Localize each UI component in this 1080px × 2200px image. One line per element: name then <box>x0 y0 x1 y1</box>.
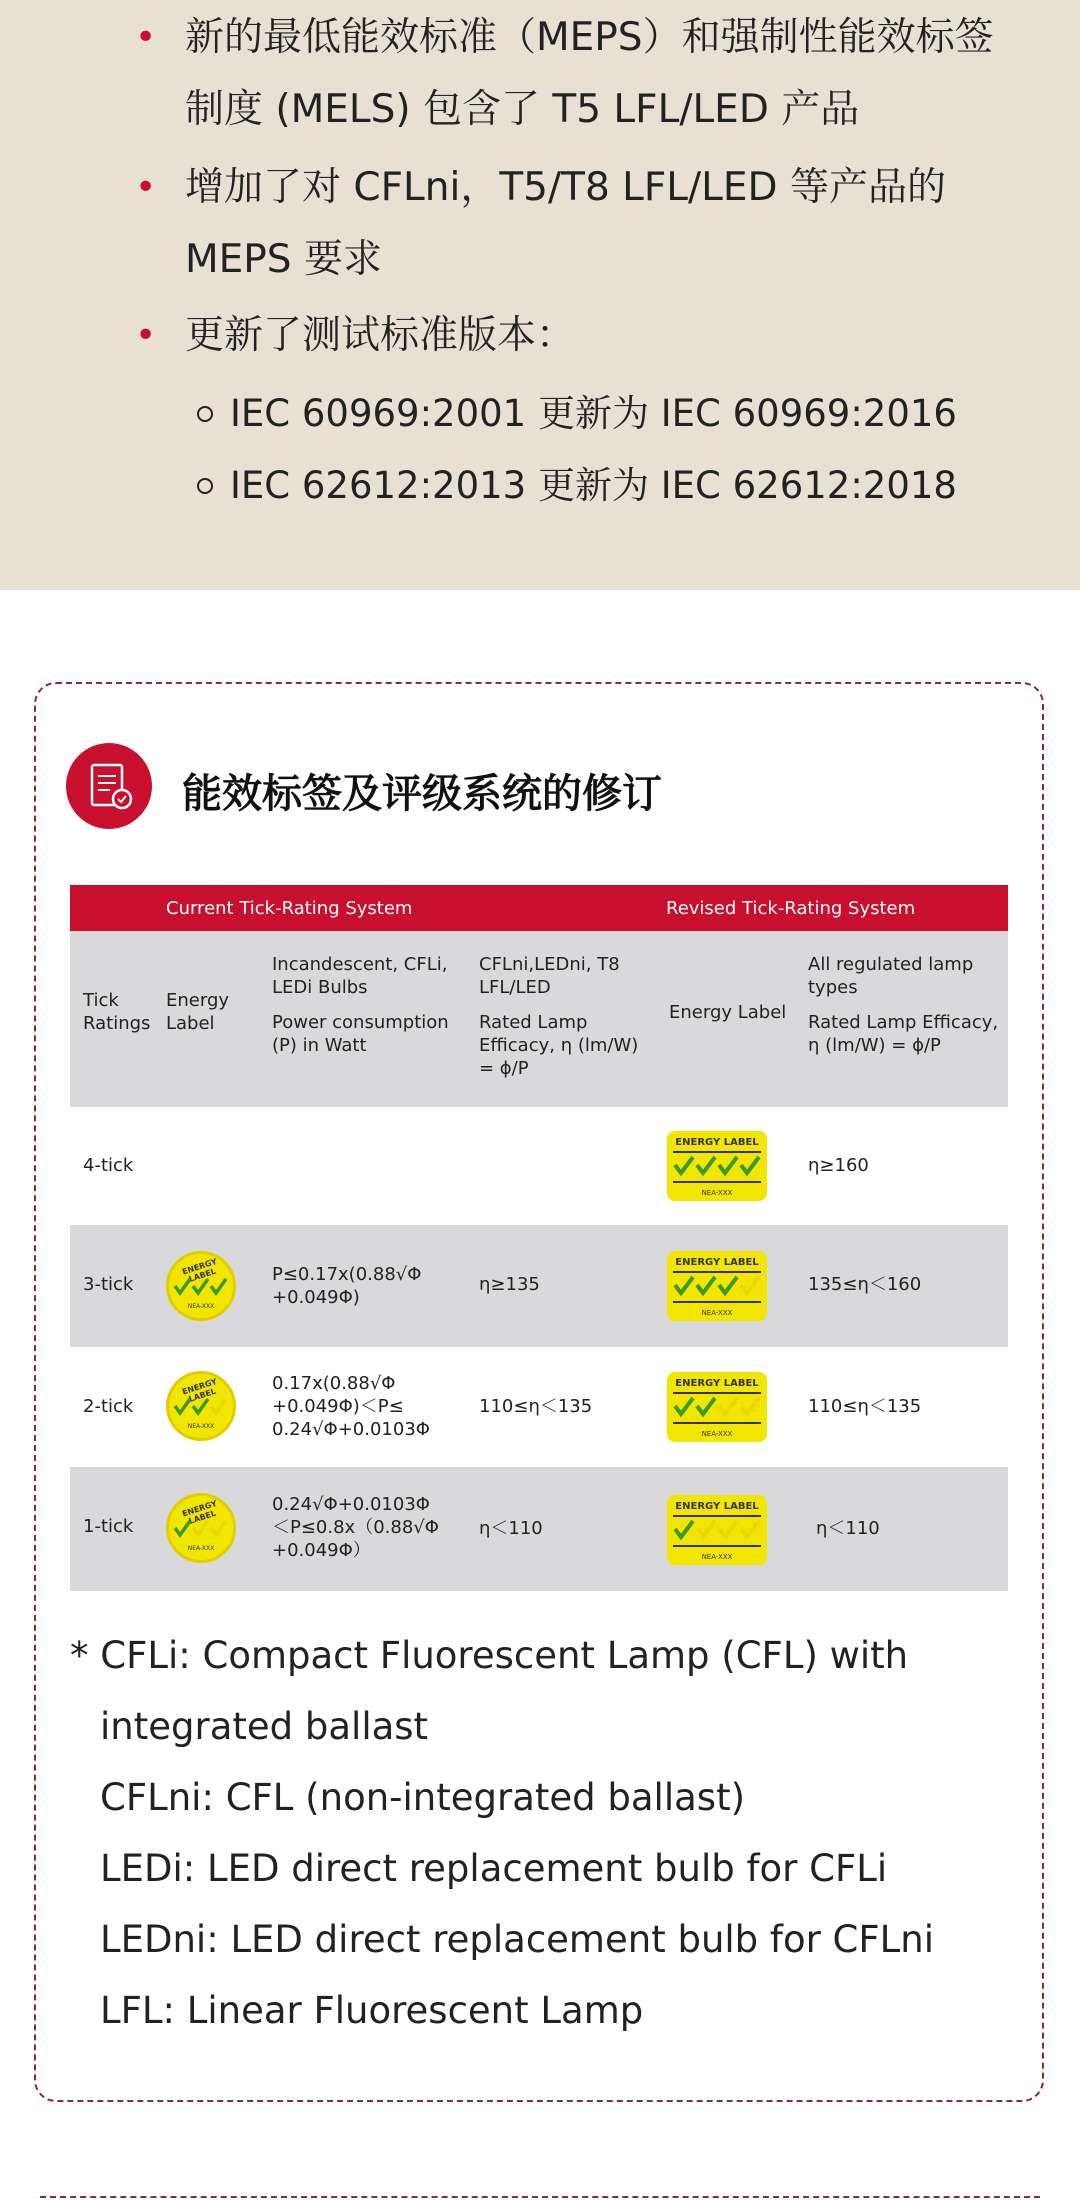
table-row <box>70 1107 1008 1225</box>
current-energy-label-badge: ENERGY LABEL NEA-XXX <box>166 1251 236 1321</box>
sub-item-1 <box>230 378 957 450</box>
note-line: LEDi: LED direct replacement bulb for CFLi <box>100 1847 888 1890</box>
note-line: LEDni: LED direct replacement bulb for CFLni <box>100 1918 935 1961</box>
note-line: CFLni: CFL (non-integrated ballast) <box>100 1776 746 1819</box>
tick-marks-icon <box>673 1153 761 1179</box>
current-energy-label-badge: ENERGY LABEL NEA-XXX <box>166 1371 236 1441</box>
bullet-dot-icon: • <box>135 167 157 208</box>
circle-bullet-icon <box>197 478 213 494</box>
circle-bullet-icon <box>197 406 213 422</box>
revised-efficacy: 110≤η＜135 <box>808 1396 922 1417</box>
energy-label-badge: ENERGY LABEL NEA-XXX <box>667 1372 767 1442</box>
note-line: integrated ballast <box>100 1705 429 1748</box>
power-consumption: 0.24√Φ+0.0103Φ ＜P≤0.8x（0.88√Φ +0.049Φ） <box>272 1494 439 1561</box>
sub-item-2 <box>230 450 957 522</box>
current-energy-label-badge: ENERGY LABEL NEA-XXX <box>166 1493 236 1563</box>
bullet-line: 新的最低能效标准（MEPS）和强制性能效标签 <box>185 15 994 60</box>
header-revised-energy-label: Energy Label <box>669 1002 787 1023</box>
tick-marks-icon <box>173 1276 231 1298</box>
revised-efficacy: 135≤η＜160 <box>808 1274 922 1295</box>
next-card-border <box>40 2196 1040 2198</box>
cflni-efficacy: η≥135 <box>479 1274 540 1295</box>
note-line: LFL: Linear Fluorescent Lamp <box>100 1989 644 2032</box>
power-consumption: P≤0.17x(0.88√Φ +0.049Φ) <box>272 1264 422 1308</box>
note-line: * CFLi: Compact Fluorescent Lamp (CFL) with <box>70 1634 909 1677</box>
bullet-item-1 <box>135 2 1025 146</box>
tick-rating: 1-tick <box>83 1516 134 1537</box>
bullet-line: 制度 (MELS) 包含了 T5 LFL/LED 产品 <box>185 87 860 132</box>
bullet-dot-icon: • <box>135 17 157 58</box>
bullet-item-3 <box>135 300 1025 372</box>
bullet-line: MEPS 要求 <box>185 237 382 282</box>
cflni-efficacy: η＜110 <box>479 1518 543 1539</box>
table-column-header <box>70 931 1008 1107</box>
tick-rating: 3-tick <box>83 1274 134 1295</box>
table-row <box>70 1225 1008 1347</box>
header-energy-label: Energy Label <box>166 990 230 1034</box>
bullet-item-2 <box>135 152 1025 296</box>
intro-section <box>0 0 1080 590</box>
bullet-dot-icon: • <box>135 315 157 356</box>
tick-rating: 4-tick <box>83 1155 134 1176</box>
revised-system-label: Revised Tick-Rating System <box>666 898 916 919</box>
revised-efficacy: η≥160 <box>808 1155 869 1176</box>
tick-marks-icon <box>173 1518 231 1540</box>
power-consumption: 0.17x(0.88√Φ +0.049Φ)＜P≤ 0.24√Φ+0.0103Φ <box>272 1373 430 1440</box>
cflni-efficacy: 110≤η＜135 <box>479 1396 593 1417</box>
header-incandescent: Incandescent, CFLi, LEDi Bulbs Power consumption (P) in Watt <box>272 954 449 1056</box>
header-cflni: CFLni,LEDni, T8 LFL/LED Rated Lamp Efficacy, η (lm/W) = ϕ/P <box>479 954 639 1079</box>
energy-label-badge: ENERGY LABEL NEA-XXX <box>667 1495 767 1565</box>
header-all-lamps: All regulated lamp types Rated Lamp Efficacy, η (lm/W) = ϕ/P <box>808 954 999 1056</box>
current-system-label: Current Tick-Rating System <box>166 898 413 919</box>
sub-item-text: IEC 60969:2001 更新为 IEC 60969:2016 <box>230 392 957 435</box>
tick-marks-icon <box>673 1517 761 1543</box>
bullet-line: 增加了对 CFLni，T5/T8 LFL/LED 等产品的 <box>185 165 946 210</box>
header-tick-ratings: Tick Ratings <box>83 990 151 1034</box>
revised-efficacy: η＜110 <box>816 1518 880 1539</box>
tick-marks-icon <box>673 1273 761 1299</box>
tick-marks-icon <box>673 1394 761 1420</box>
tick-marks-icon <box>173 1396 231 1418</box>
abbreviation-notes <box>70 1620 934 2046</box>
tick-rating: 2-tick <box>83 1396 134 1417</box>
table-row <box>70 1467 1008 1591</box>
energy-label-badge: ENERGY LABEL NEA-XXX <box>667 1131 767 1201</box>
card-title: 能效标签及评级系统的修订 <box>182 771 662 817</box>
energy-label-badge: ENERGY LABEL NEA-XXX <box>667 1251 767 1321</box>
table-row <box>70 1347 1008 1467</box>
table-group-header <box>70 885 1008 931</box>
bullet-line: 更新了测试标准版本： <box>185 313 576 358</box>
sub-item-text: IEC 62612:2013 更新为 IEC 62612:2018 <box>230 464 957 507</box>
document-label-icon <box>66 743 152 829</box>
